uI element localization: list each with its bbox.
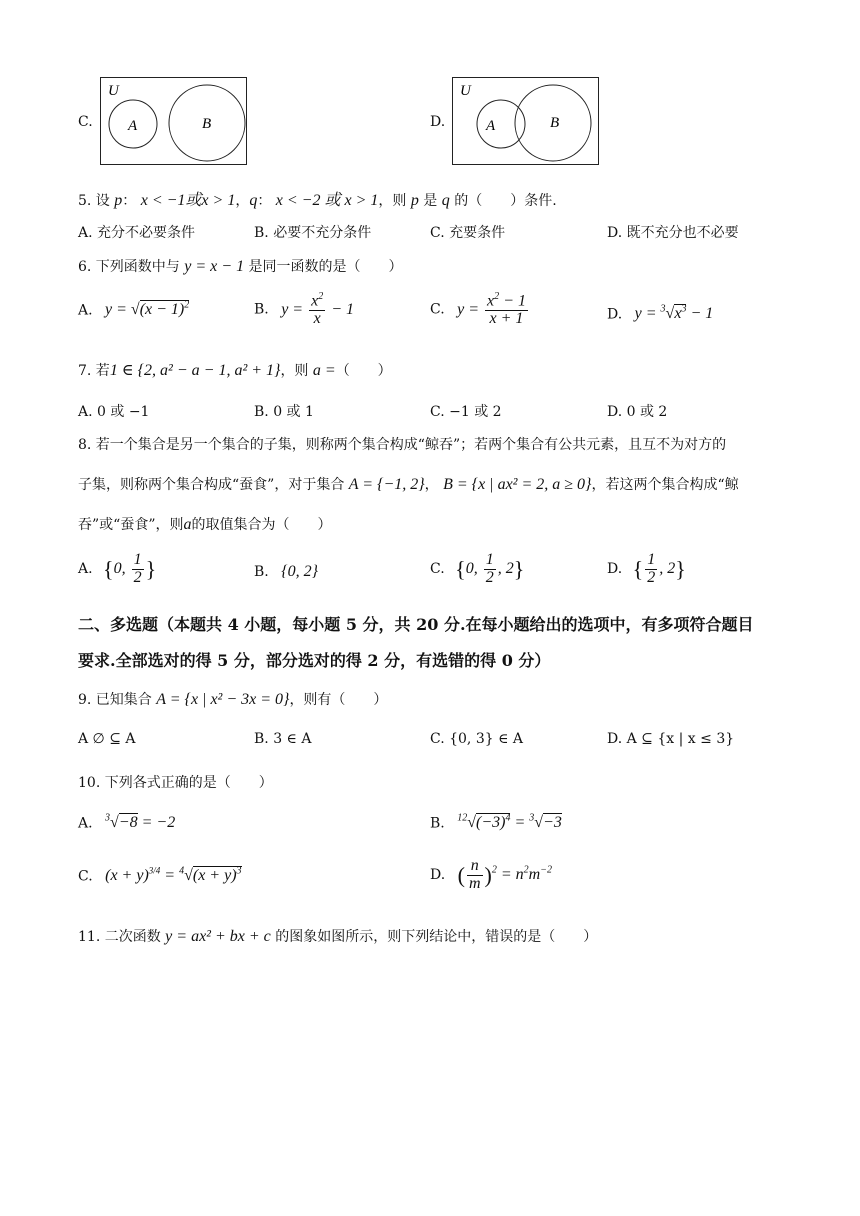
q10-option-c[interactable]: C. $(x + y)^{3/4} = ^4√(x + y)^3$ [78,866,242,885]
set-a-label: A [128,118,138,134]
q5-option-c[interactable]: C. 充要条件 [430,225,506,241]
q10-option-b[interactable]: B. $^{12}√(-3)^4 = ^3√-3$ [430,813,562,832]
question-8-line-2: 子集，则称两个集合构成“蚕食”，对于集合 A = {−1, 2}， B = {x | ax² = 2, a ≥ 0}，若这两个集合构成“鲸 [78,476,739,493]
q7-option-c[interactable]: C. −1 或 2 [430,404,502,420]
question-7-stem: 7. 若1 ∈ {2, a² − a − 1, a² + 1}，则 a =（ ） [78,362,392,379]
q9-option-d[interactable]: D. A ⊆ {x | x ≤ 3} [607,731,735,747]
section-2-heading-cont: 要求.全部选对的得 5 分，部分选对的得 2 分，有选错的得 0 分） [78,651,551,670]
q6-option-c[interactable]: C. y = $\frac{x^2 - 1}{x + 1}$ [430,291,526,328]
question-6-stem: 6. 下列函数中与 y = x − 1 是同一函数的是（ ） [78,258,403,275]
venn-diagram-d [452,76,622,168]
q6-option-a[interactable]: A. $y = √(x - 1)^2$ [78,300,190,319]
set-a-label: A [486,118,496,134]
q8-option-c[interactable]: C. {0, $\frac{1}{2}$ , 2} [430,551,525,586]
question-5-stem: 5. 设 p： x < −1或x > 1，q： x < −2 或 x > 1，则 p 是 q 的（ ）条件. [78,192,557,209]
set-b-label: B [202,116,212,132]
q8-option-d[interactable]: D. { $\frac{1}{2}$ , 2} [607,551,686,586]
q5-option-d[interactable]: D. 既不充分也不必要 [607,225,739,241]
question-8-line-1: 8. 若一个集合是另一个集合的子集，则称两个集合构成“鲸吞”；若两个集合有公共元素，且互不为对方的 [78,437,727,453]
q7-option-a[interactable]: A. 0 或 −1 [78,404,150,420]
q8-option-a[interactable]: A. {0, $\frac{1}{2}$ } [78,551,157,586]
question-9-stem: 9. 已知集合 A = {x | x² − 3x = 0}，则有（ ） [78,691,388,708]
q5-option-a[interactable]: A. 充分不必要条件 [78,225,196,241]
q10-option-d[interactable]: D. ( $\frac{n}{m}$ )$^2 = n^2m^{-2}$ [430,857,552,892]
q9-option-b[interactable]: B. 3 ∈ A [254,731,312,747]
section-2-heading: 二、多选题（本题共 4 小题，每小题 5 分，共 20 分.在每小题给出的选项中，有多项符合题目 [78,615,754,634]
universe-label: U [460,83,471,99]
option-label: D. [430,114,446,130]
question-10-stem: 10. 下列各式正确的是（ ） [78,775,273,791]
q7-option-d[interactable]: D. 0 或 2 [607,404,668,420]
q8-option-b[interactable]: B. {0, 2} [254,563,318,580]
option-label: C. [78,114,93,130]
q7-option-b[interactable]: B. 0 或 1 [254,404,314,420]
q10-option-a[interactable]: A. $^3$√−8 = −2 [78,813,176,832]
universe-label: U [108,83,119,99]
set-b-label: B [550,115,560,131]
q6-option-d[interactable]: D. $y = ^3√x^3 - 1$ [607,304,714,323]
question-8-line-3: 吞”或“蚕食”，则a的取值集合为（ ） [78,516,332,533]
q9-option-a[interactable]: A ∅ ⊆ A [78,731,136,747]
q5-option-b[interactable]: B. 必要不充分条件 [254,225,372,241]
q9-option-c[interactable]: C. {0, 3} ∈ A [430,731,524,747]
venn-diagram-c [100,76,270,168]
q6-option-b[interactable]: B. y = $\frac{x^2}{x}$ − 1 [254,291,355,328]
question-11-stem: 11. 二次函数 y = ax² + bx + c 的图象如图所示，则下列结论中，错误的是（ ） [78,928,598,945]
